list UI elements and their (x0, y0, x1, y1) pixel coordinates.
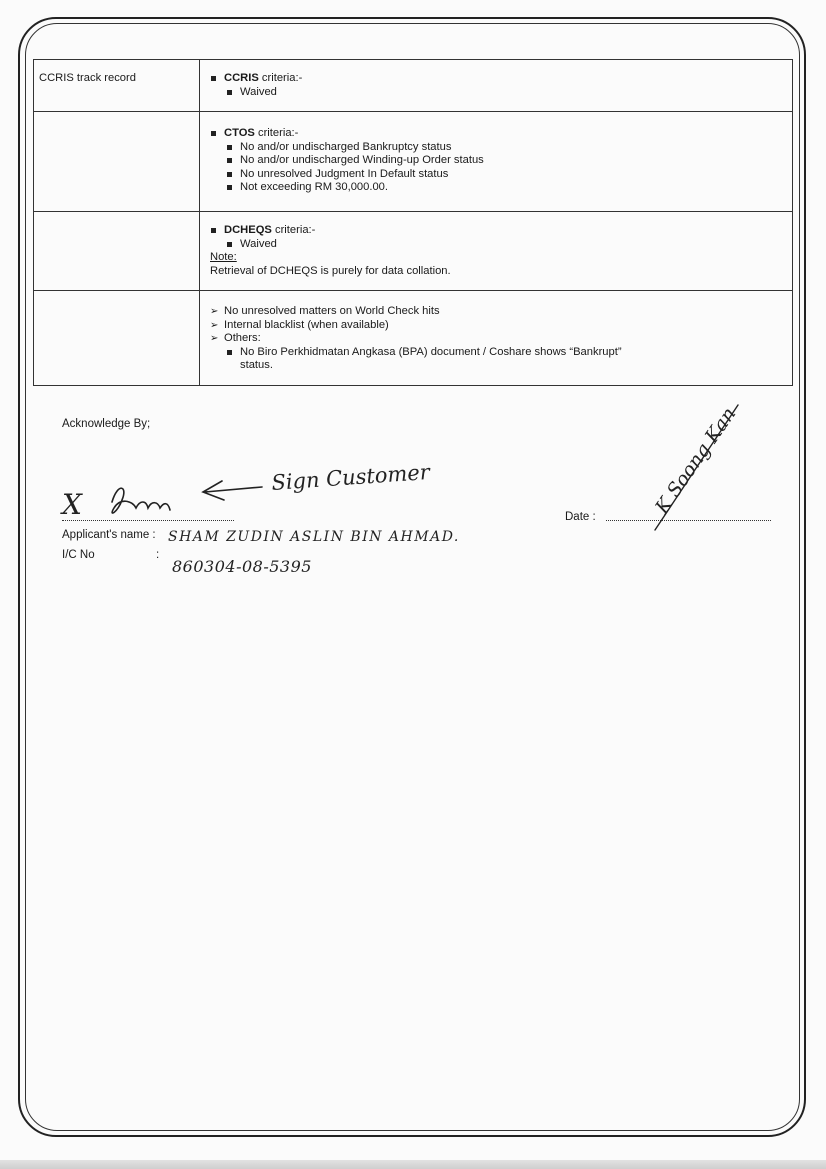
dcheqs-heading: DCHEQS criteria:- (210, 224, 792, 238)
list-item: Waived (210, 238, 792, 252)
ic-colon: : (156, 549, 160, 561)
scan-edge (0, 1160, 826, 1169)
note-label: Note: (210, 251, 237, 264)
customer-signature (112, 488, 170, 513)
ccris-heading: CCRIS criteria:- (210, 72, 792, 86)
arrow-icon (203, 481, 262, 500)
list-item: No and/or undischarged Bankruptcy status (210, 141, 792, 155)
list-item-bpa: No Biro Perkhidmatan Angkasa (BPA) document / Coshare shows “Bankrupt” status. (210, 346, 792, 373)
list-item: Waived (210, 86, 792, 100)
ic-number-handwritten: 860304-08-5395 (172, 557, 312, 576)
list-item: Not exceeding RM 30,000.00. (210, 181, 792, 195)
sign-customer-note: Sign Customer (270, 459, 431, 495)
applicant-name-label: Applicant's name : (62, 529, 156, 541)
list-item: ➢ Others: (210, 332, 792, 346)
witness-signature: K Soong Kan (651, 403, 741, 518)
ic-label: I/C No (62, 549, 95, 561)
applicant-name-handwritten: SHAM ZUDIN ASLIN BIN AHMAD. (168, 529, 460, 545)
list-item: No unresolved Judgment In Default status (210, 168, 792, 182)
x-mark: X (62, 488, 82, 521)
list-item: ➢ Internal blacklist (when available) (210, 319, 792, 333)
acknowledge-title: Acknowledge By; (62, 418, 151, 430)
ctos-heading: CTOS criteria:- (210, 127, 792, 141)
note-text: Retrieval of DCHEQS is purely for data collation. (210, 264, 451, 277)
list-item: No and/or undischarged Winding-up Order status (210, 154, 792, 168)
list-item: ➢ No unresolved matters on World Check hits (210, 305, 792, 319)
date-label: Date : (565, 511, 596, 523)
row-label: CCRIS track record (34, 60, 200, 112)
